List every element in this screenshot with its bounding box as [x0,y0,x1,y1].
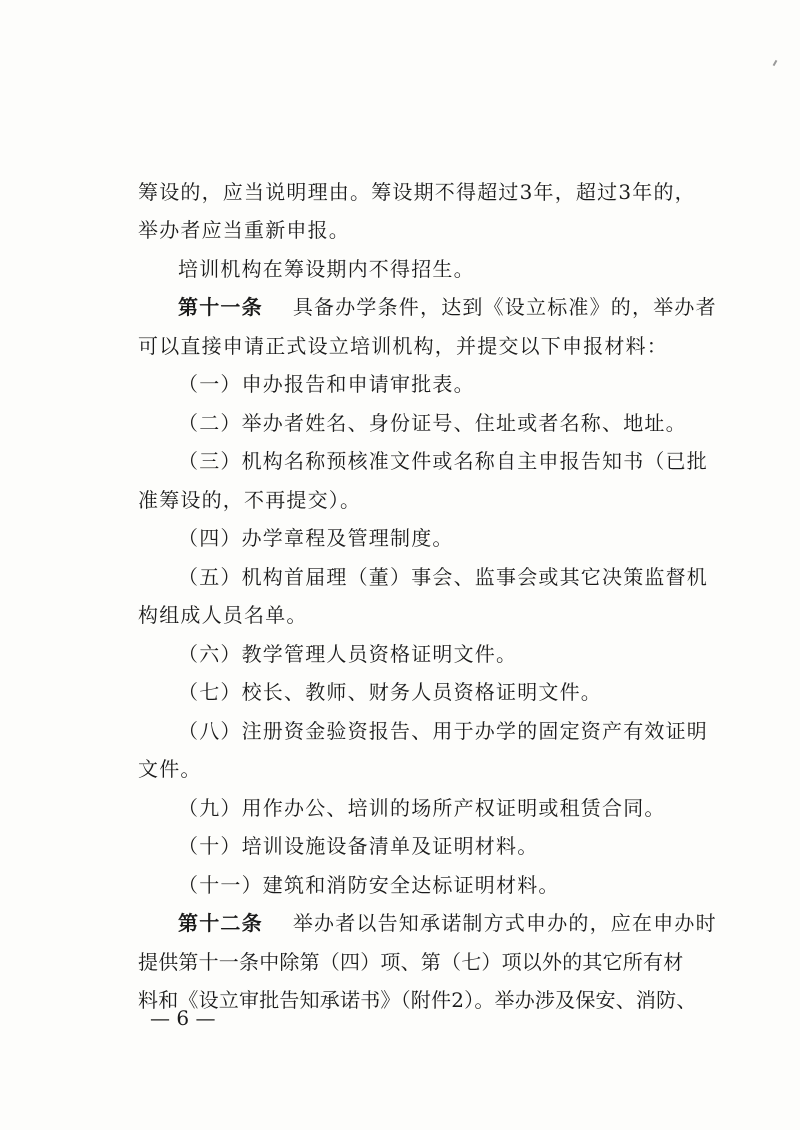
article-11-text: 具备办学条件，达到《设立标准》的，举办者 [292,295,717,319]
article-12-heading: 第十二条 [178,911,263,935]
text-line: 文件。 [138,757,202,781]
text-line: 料和《设立审批告知承诺书》（附件2）。举办涉及保安、消防、 [138,988,697,1012]
text-line: 提供第十一条中除第（四）项、第（七）项以外的其它所有材 [138,950,684,974]
list-item: （九）用作办公、培训的场所产权证明或租赁合同。 [178,796,666,820]
list-item: （二）举办者姓名、身份证号、住址或者名称、地址。 [178,411,687,435]
article-11-first-line [178,293,717,321]
list-item: （八）注册资金验资报告、用于办学的固定资产有效证明 [178,719,708,743]
article-11-heading: 第十一条 [178,295,263,319]
text-line: 构组成人员名单。 [138,603,308,627]
text-line: 可以直接申请正式设立培训机构，并提交以下申报材料： [138,334,668,358]
text-line: 培训机构在筹设期内不得招生。 [178,257,475,281]
text-line: 筹设的，应当说明理由。筹设期不得超过3年，超过3年的， [138,180,696,204]
scan-mark [773,60,778,66]
list-item: （六）教学管理人员资格证明文件。 [178,642,518,666]
page-number: — 6 — [150,1006,216,1030]
article-12-first-line [178,909,717,937]
list-item: （三）机构名称预核准文件或名称自主申报告知书（已批 [178,449,708,473]
list-item: （一）申办报告和申请审批表。 [178,372,475,396]
list-item: （十）培训设施设备清单及证明材料。 [178,834,539,858]
list-item: （十一）建筑和消防安全达标证明材料。 [178,873,560,897]
list-item: （七）校长、教师、财务人员资格证明文件。 [178,680,602,704]
list-item: （五）机构首届理（董）事会、监事会或其它决策监督机 [178,565,708,589]
text-line: 准筹设的，不再提交）。 [138,488,362,512]
text-line: 举办者应当重新申报。 [138,218,350,242]
article-12-text: 举办者以告知承诺制方式申办的，应在申办时 [292,911,717,935]
list-item: （四）办学章程及管理制度。 [178,526,454,550]
